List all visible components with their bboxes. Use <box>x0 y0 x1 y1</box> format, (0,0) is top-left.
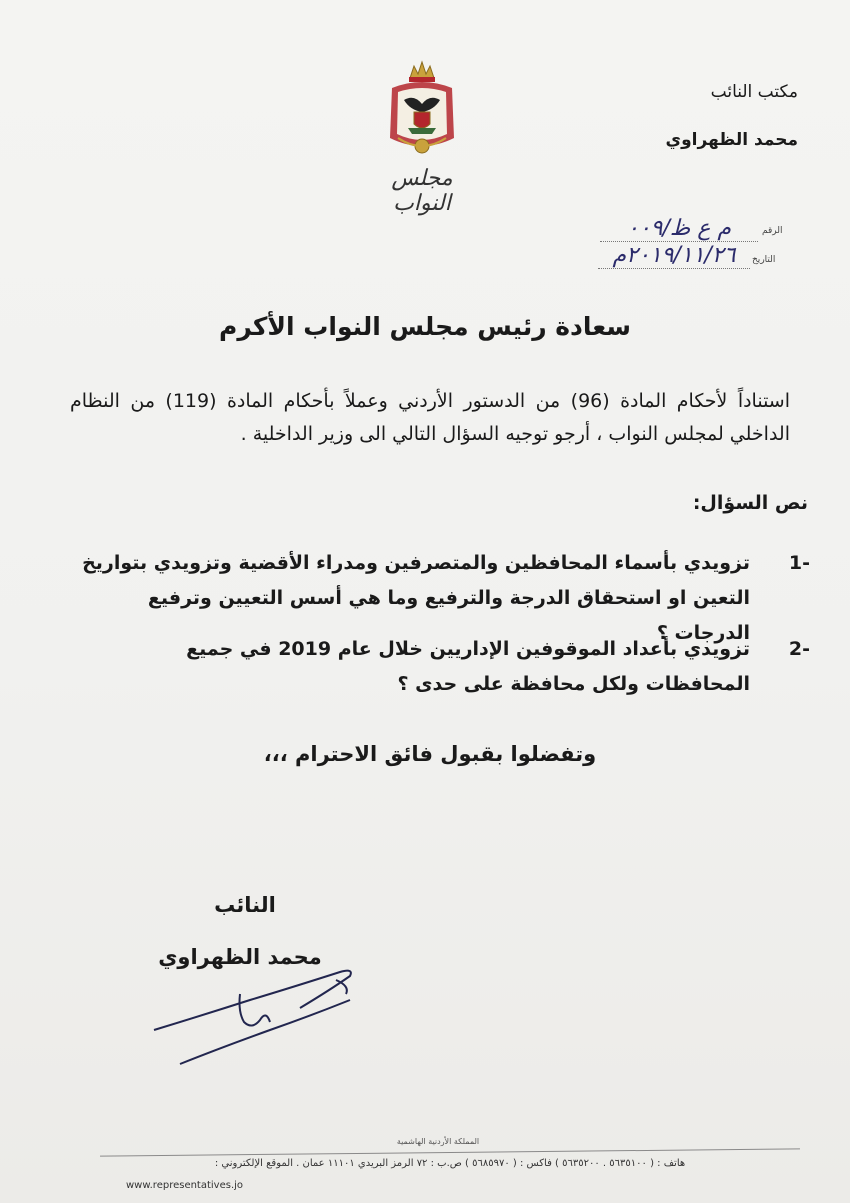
footer-website: www.representatives.jo <box>126 1180 244 1191</box>
footer-divider <box>100 1148 800 1156</box>
salutation-heading: سعادة رئيس مجلس النواب الأكرم <box>219 312 631 341</box>
question-text: تزويدي بأعداد الموقوفين الإداريين خلال عام 2019 في جميع المحافظات ولكل محافظة على حدى ؟ <box>186 638 750 695</box>
date-value: ٢٠١٩/١١/٢٦م <box>598 243 750 269</box>
question-label: نص السؤال: <box>692 492 808 514</box>
footer-contact-info: هاتف : ( ٥٦٣٥١٠٠ . ٥٦٣٥٢٠٠ ) فاكس : ( ٥٦٨٥٩٧٠ ) ص.ب : ٧٢ الرمز البريدي ١١١٠١ عمان . الموقع الإلكتروني : <box>214 1158 686 1169</box>
question-item <box>80 632 810 702</box>
footer-seal-text: المملكة الأردنية الهاشمية <box>396 1137 480 1146</box>
question-number: -2 <box>788 638 810 660</box>
coat-of-arms-emblem <box>384 58 460 163</box>
date-label: التاريخ <box>752 255 776 265</box>
office-title: مكتب النائب <box>710 82 798 102</box>
signature-title: النائب <box>214 893 276 917</box>
question-number: -1 <box>788 552 810 574</box>
reference-number-label: الرقم <box>762 226 783 236</box>
question-text: تزويدي بأسماء المحافظين والمتصرفين ومدراء الأقضية وتزويدي بتواريخ التعين او استحقاق الدرجة والترفيع وما هي أسس التعيين وترفيع الدرجات ؟ <box>82 552 750 644</box>
intro-paragraph: استناداً لأحكام المادة (96) من الدستور الأردني وعملاً بأحكام المادة (119) من النظام الداخلي لمجلس النواب ، أرجو توجيه السؤال التالي الى وزير الداخلية . <box>70 390 791 445</box>
signature-name: محمد الظهراوي <box>158 945 322 969</box>
reference-number-value: م ع ظ/٠٠٩ <box>600 216 758 242</box>
office-name: محمد الظهراوي <box>665 130 798 150</box>
closing-line: وتفضلوا بقبول فائق الاحترام ،،، <box>263 742 597 766</box>
handwritten-signature <box>140 960 370 1070</box>
council-name-script: مجلس النواب <box>391 166 453 216</box>
